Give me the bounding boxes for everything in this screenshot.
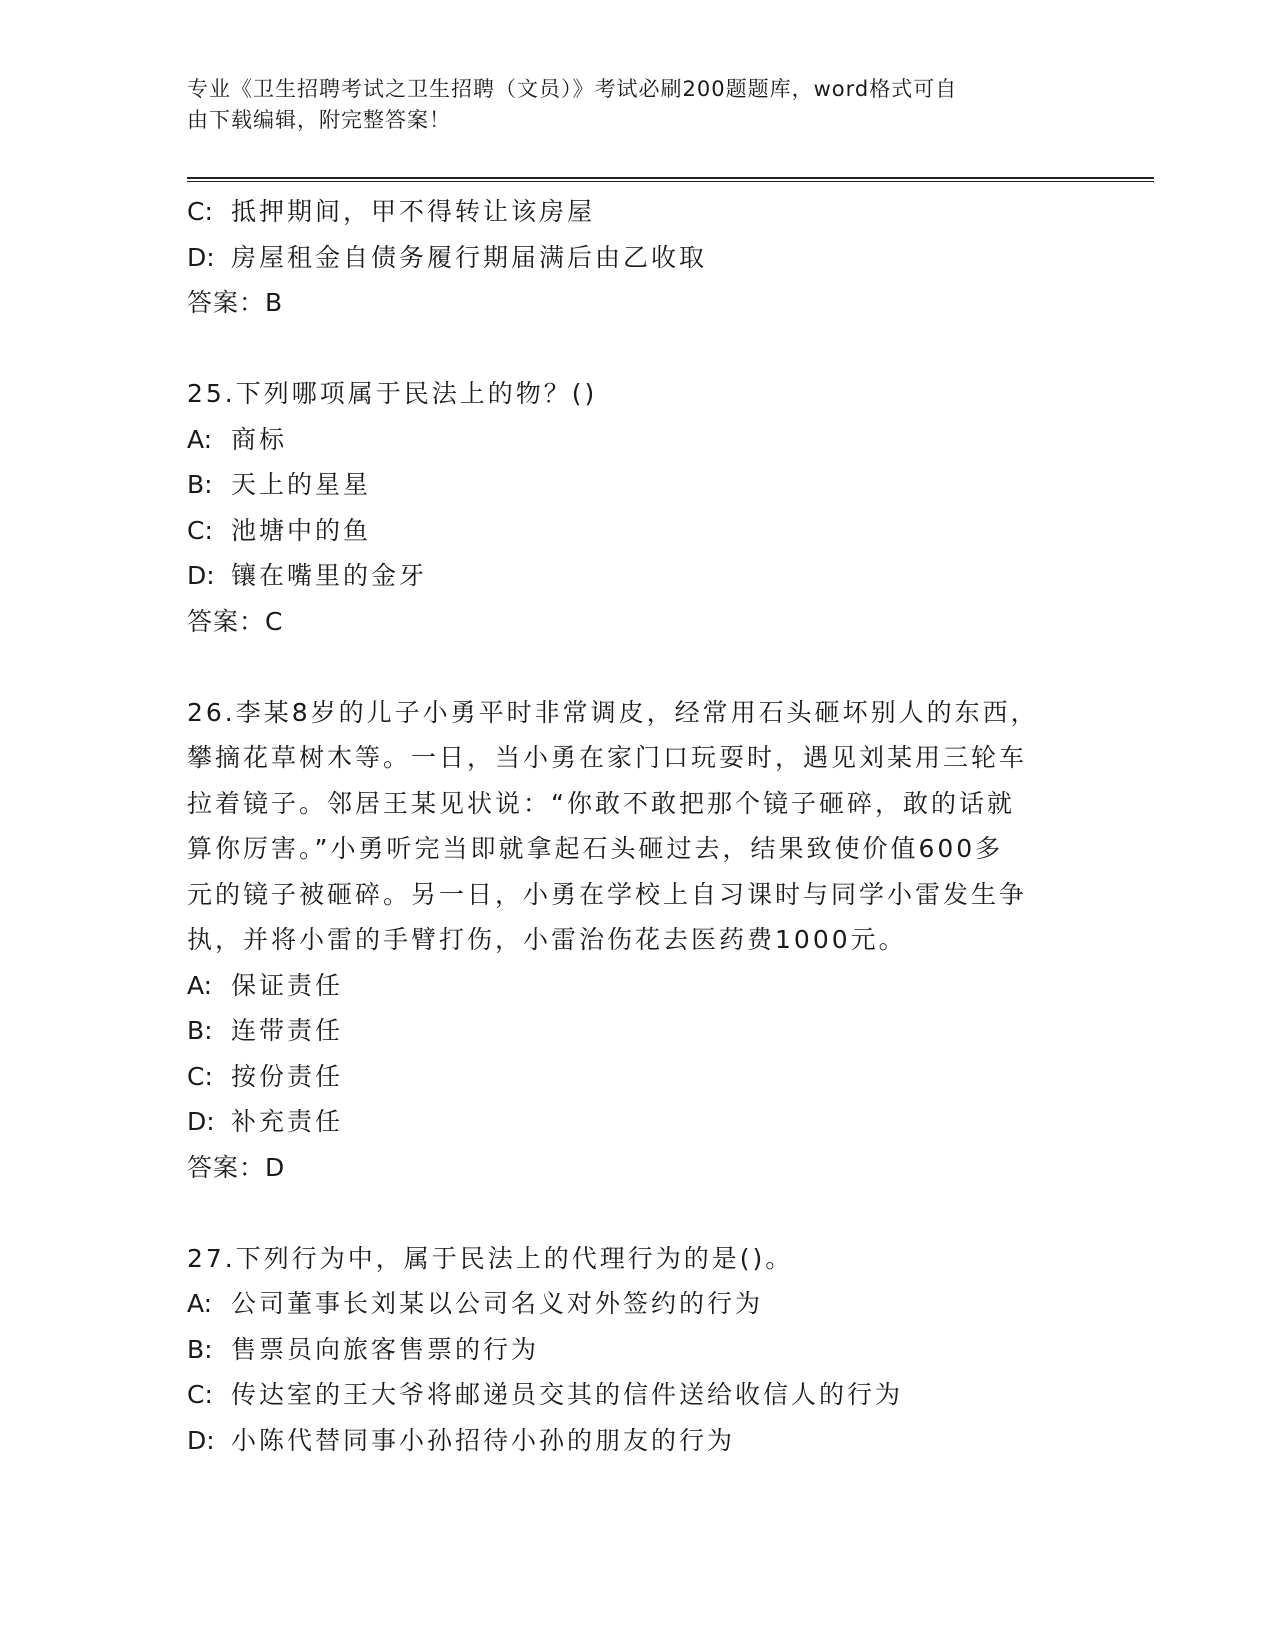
header-divider-thick: [187, 177, 1154, 179]
option-text: 镶在嘴里的金牙: [231, 561, 428, 590]
question-content: [187, 189, 1067, 1463]
question-stem: [187, 690, 1067, 963]
option-text: 保证责任: [231, 970, 344, 1000]
option-prefix: A:: [187, 1289, 213, 1318]
answer-line: 答案：D: [187, 1152, 286, 1182]
option-text: 商标: [231, 424, 288, 454]
option-prefix: C:: [187, 515, 213, 545]
option-a: [187, 417, 1067, 463]
question-25: [187, 371, 1067, 644]
stem-line: 拉着镜子。邻居王某见状说：“你敢不敢把那个镜子砸碎，敢的话就: [187, 788, 1015, 818]
option-text: 小陈代替同事小孙招待小孙的朋友的行为: [231, 1425, 736, 1455]
option-text: 房屋租金自债务履行期届满后由乙收取: [231, 242, 708, 272]
option-prefix: B:: [187, 1016, 213, 1045]
header-divider-thin: [187, 181, 1154, 182]
carryover-block: [187, 189, 1067, 326]
stem-line: 算你厉害。”小勇听完当即就拿起石头砸过去，结果致使价值600多: [187, 834, 1004, 863]
document-header: [187, 74, 1067, 136]
option-text: 公司董事长刘某以公司名义对外签约的行为: [231, 1289, 764, 1318]
option-prefix: D:: [187, 1107, 215, 1136]
option-text: 传达室的王大爷将邮递员交其的信件送给收信人的行为: [231, 1380, 904, 1409]
answer-line: 答案：C: [187, 606, 284, 636]
option-prefix: D:: [187, 1425, 215, 1455]
header-line-1: 专业《卫生招聘考试之卫生招聘（文员）》考试必刷200题题库，word格式可自: [187, 77, 958, 101]
option-c: [187, 1054, 1067, 1100]
option-prefix: A:: [187, 970, 213, 1000]
option-prefix: C:: [187, 1061, 213, 1091]
option-text: 连带责任: [231, 1016, 344, 1045]
option-a: [187, 963, 1067, 1009]
stem-line: 执，并将小雷的手臂打伤，小雷治伤花去医药费1000元。: [187, 925, 907, 954]
option-text: 按份责任: [231, 1061, 344, 1091]
option-prefix: C:: [187, 197, 213, 226]
option-prefix: B:: [187, 470, 213, 499]
option-b: [187, 1327, 1067, 1373]
option-d: [187, 1418, 1067, 1464]
stem-line: 27.下列行为中，属于民法上的代理行为的是()。: [187, 1243, 794, 1273]
option-text: 天上的星星: [231, 470, 372, 499]
option-d: [187, 235, 1067, 281]
stem-line: 元的镜子被砸碎。另一日，小勇在学校上自习课时与同学小雷发生争: [187, 879, 1028, 909]
answer-line: 答案：B: [187, 288, 284, 317]
option-c: [187, 508, 1067, 554]
stem-line: 26.李某8岁的儿子小勇平时非常调皮，经常用石头砸坏别人的东西，: [187, 697, 1039, 727]
option-prefix: D:: [187, 561, 215, 590]
option-prefix: C:: [187, 1380, 213, 1409]
question-stem: [187, 371, 1067, 417]
option-text: 抵押期间，甲不得转让该房屋: [231, 197, 596, 226]
option-d: [187, 1099, 1067, 1145]
stem-line: 攀摘花草树木等。一日，当小勇在家门口玩耍时，遇见刘某用三轮车: [187, 743, 1028, 772]
option-prefix: A:: [187, 424, 213, 454]
option-text: 售票员向旅客售票的行为: [231, 1334, 540, 1364]
option-text: 补充责任: [231, 1107, 344, 1136]
stem-line: 25.下列哪项属于民法上的物？(): [187, 379, 598, 408]
option-c: [187, 1372, 1067, 1418]
header-line-2: 由下载编辑，附完整答案！: [187, 108, 451, 132]
option-b: [187, 462, 1067, 508]
option-prefix: D:: [187, 242, 215, 272]
option-a: [187, 1281, 1067, 1327]
question-stem: [187, 1236, 1067, 1282]
question-26: [187, 690, 1067, 1191]
option-c: [187, 189, 1067, 235]
option-text: 池塘中的鱼: [231, 515, 372, 545]
question-27: [187, 1236, 1067, 1464]
option-b: [187, 1008, 1067, 1054]
option-prefix: B:: [187, 1334, 213, 1364]
option-d: [187, 553, 1067, 599]
